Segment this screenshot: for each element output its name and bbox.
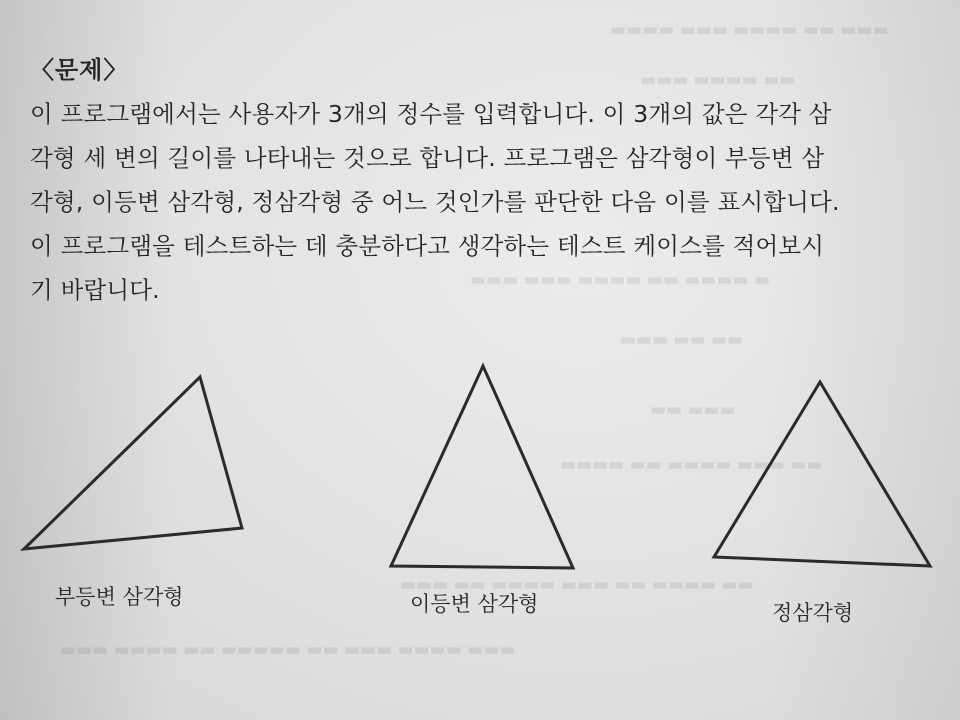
show-through-text: ▬▬▬ ▬▬ [650, 400, 736, 420]
equilateral-triangle-label: 정삼각형 [772, 601, 854, 625]
show-through-text: ▬▬▬ ▬▬▬▬ ▬▬▬ ▬▬ ▬▬▬▬▬ ▬▬ ▬▬▬▬ ▬▬▬ [60, 640, 516, 660]
paragraph-line-3: 각형, 이등변 삼각형, 정삼각형 중 어느 것인가를 판단한 다음 이를 표시합니다. [30, 188, 840, 216]
show-through-text: ▬▬ ▬▬▬ ▬▬▬▬ ▬▬ ▬▬▬▬ [560, 455, 823, 475]
paragraph-line-5: 기 바랍니다. [30, 276, 160, 304]
isosceles-triangle [391, 366, 573, 568]
paragraph-line-2: 각형 세 변의 길이를 나타내는 것으로 합니다. 프로그램은 삼각형이 부등변 삼 [30, 144, 825, 172]
scalene-triangle-label: 부등변 삼각형 [55, 585, 184, 609]
show-through-text: ▬ ▬▬▬▬ ▬▬ ▬▬▬▬ ▬▬▬ ▬▬▬ [470, 270, 771, 290]
paragraph-line-1: 이 프로그램에서는 사용자가 3개의 정수를 입력합니다. 이 3개의 값은 각각 삼 [30, 100, 832, 128]
show-through-text: ▬▬ ▬▬▬▬ ▬▬ ▬▬▬ ▬▬▬▬ ▬▬ ▬▬▬ [400, 575, 754, 595]
isosceles-triangle-label: 이등변 삼각형 [410, 592, 539, 616]
scalene-triangle [24, 377, 242, 549]
show-through-text: ▬▬ ▬▬▬▬ ▬▬▬ [640, 70, 796, 90]
paragraph-line-4: 이 프로그램을 테스트하는 데 충분하다고 생각하는 테스트 케이스를 적어보시 [30, 232, 825, 260]
problem-heading: 〈문제〉 [30, 56, 129, 84]
show-through-text: ▬▬ ▬▬ ▬▬▬ [620, 330, 744, 350]
show-through-text: ▬▬▬ ▬▬ ▬▬▬▬ ▬▬▬ ▬▬▬▬ [610, 20, 889, 40]
equilateral-triangle [714, 382, 930, 566]
